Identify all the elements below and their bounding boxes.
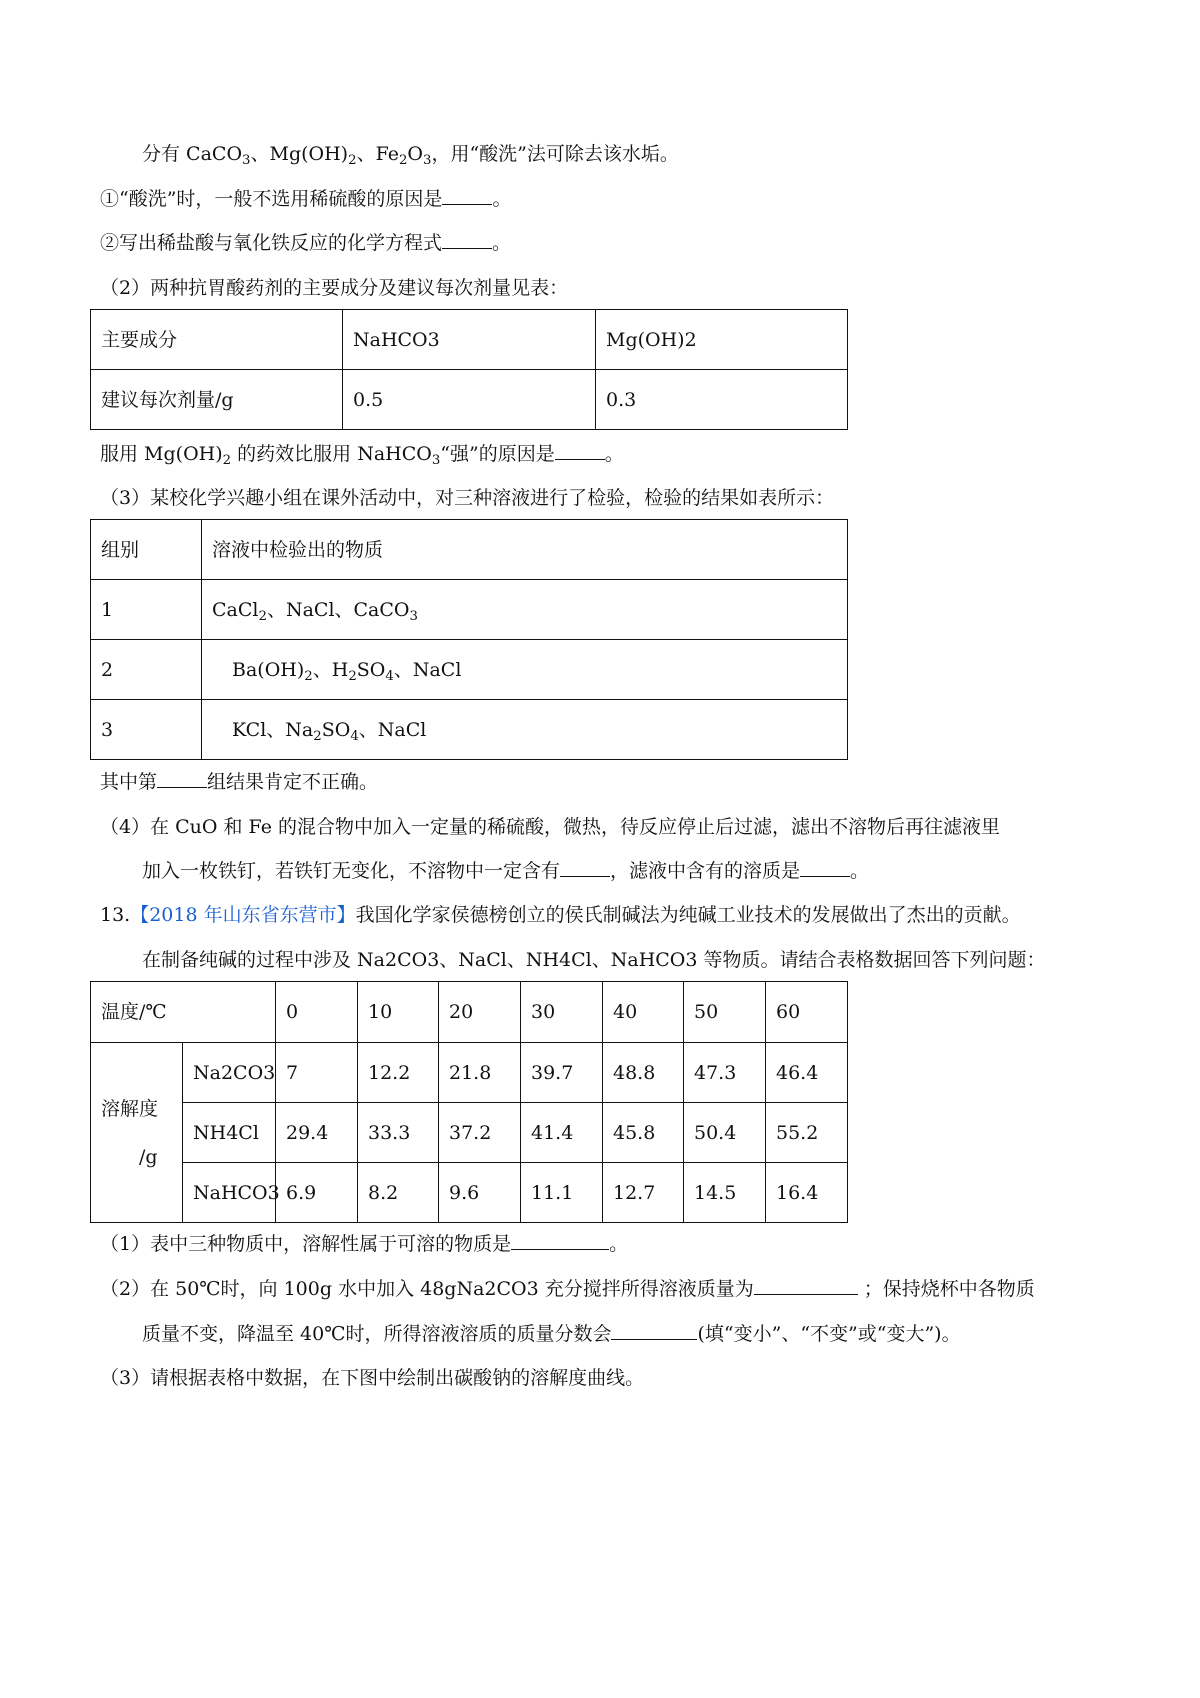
q12-item2-line <box>100 229 511 257</box>
text: 。 <box>604 443 624 465</box>
value-cell: 39.7 <box>521 1043 603 1103</box>
value-cell: 48.8 <box>603 1043 684 1103</box>
answer-blank[interactable] <box>157 769 207 788</box>
value-cell: 33.3 <box>358 1103 439 1163</box>
table-row <box>91 982 848 1043</box>
unit-label: /g <box>139 1145 158 1168</box>
temp-cell: 30 <box>521 982 603 1043</box>
text: （1）表中三种物质中，溶解性属于可溶的物质是 <box>100 1233 512 1255</box>
value-cell: 12.7 <box>603 1163 684 1223</box>
text: 、H <box>312 658 349 681</box>
table-row <box>91 1043 848 1103</box>
subscript: 3 <box>242 152 251 168</box>
table-header-cell: 溶液中检验出的物质 <box>202 520 848 580</box>
text: 服用 Mg(OH) <box>100 443 223 465</box>
text: ，用“酸洗”法可除去该水垢。 <box>431 143 679 165</box>
value-cell: 8.2 <box>358 1163 439 1223</box>
question-text: ②写出稀盐酸与氧化铁反应的化学方程式 <box>100 232 443 254</box>
substance-cell: NH4Cl <box>183 1103 276 1163</box>
table-row <box>91 1163 848 1223</box>
q12-item1-line <box>100 185 511 213</box>
temp-cell: 60 <box>766 982 848 1043</box>
answer-blank[interactable] <box>442 230 492 249</box>
text: SO <box>356 658 386 681</box>
text: O <box>407 143 423 165</box>
value-cell: 16.4 <box>766 1163 848 1223</box>
q12-part2-intro: （2）两种抗胃酸药剂的主要成分及建议每次剂量见表： <box>100 277 569 299</box>
subscript: 4 <box>350 728 359 744</box>
subscript: 3 <box>431 452 441 468</box>
answer-blank[interactable] <box>442 186 492 205</box>
q13-stem-line2: 在制备纯碱的过程中涉及 Na2CO3、NaCl、NH4Cl、NaHCO3 等物质。请结合表格数据回答下列问题： <box>142 949 1046 971</box>
table-row <box>91 310 848 370</box>
value-cell: 7 <box>276 1043 358 1103</box>
text: 我国化学家侯德榜创立的侯氏制碱法为纯碱工业技术的发展做出了杰出的贡献。 <box>355 904 1021 926</box>
group-cell: 3 <box>91 700 202 760</box>
q13-q2-line1 <box>100 1275 1035 1303</box>
substance-cell: Na2CO3 <box>183 1043 276 1103</box>
table-row <box>91 520 848 580</box>
table-row <box>91 370 848 430</box>
text: 。 <box>609 1233 629 1255</box>
group-cell: 1 <box>91 580 202 640</box>
text: ；保持烧杯中各物质 <box>857 1278 1035 1300</box>
value-cell: 11.1 <box>521 1163 603 1223</box>
text: 分有 CaCO <box>142 143 243 165</box>
q13-q3-line: （3）请根据表格中数据，在下图中绘制出碳酸钠的溶解度曲线。 <box>100 1367 645 1389</box>
q12-part4-line2 <box>142 857 869 885</box>
text: 。 <box>492 188 512 210</box>
table-cell: NaHCO3 <box>343 310 596 370</box>
q12-part2-question <box>100 440 624 468</box>
value-cell: 50.4 <box>684 1103 766 1163</box>
text: 质量不变，降温至 40℃时，所得溶液溶质的质量分数会 <box>142 1323 612 1345</box>
subscript: 4 <box>385 668 394 684</box>
value-cell: 14.5 <box>684 1163 766 1223</box>
text: 。 <box>492 232 512 254</box>
substances-cell <box>202 640 848 700</box>
test-result-table <box>90 519 848 760</box>
subscript: 2 <box>348 152 357 168</box>
subscript: 2 <box>258 608 267 624</box>
solubility-label: 溶解度 <box>101 1097 159 1120</box>
q12-part3-intro: （3）某校化学兴趣小组在课外活动中，对三种溶液进行了检验，检验的结果如表所示： <box>100 487 835 509</box>
answer-blank[interactable] <box>611 1321 697 1340</box>
solubility-table <box>90 981 848 1223</box>
table-row <box>91 1103 848 1163</box>
text: 、Mg(OH) <box>250 143 349 165</box>
value-cell: 9.6 <box>439 1163 521 1223</box>
solubility-label-cell <box>91 1043 183 1223</box>
answer-blank[interactable] <box>555 441 605 460</box>
value-cell: 21.8 <box>439 1043 521 1103</box>
temp-cell: 40 <box>603 982 684 1043</box>
q13-stem-line1 <box>100 901 1021 929</box>
table-row <box>91 580 848 640</box>
text: (填“变小”、“不变”或“变大”)。 <box>697 1323 961 1345</box>
text: 组结果肯定不正确。 <box>207 771 379 793</box>
subscript: 3 <box>423 152 432 168</box>
text: （2）在 50℃时，向 100g 水中加入 48gNa2CO3 充分搅拌所得溶液质量为 <box>100 1278 754 1300</box>
text: Ba(OH) <box>232 658 305 681</box>
temp-cell: 20 <box>439 982 521 1043</box>
q13-q2-line2 <box>142 1320 961 1348</box>
answer-blank[interactable] <box>800 858 850 877</box>
value-cell: 55.2 <box>766 1103 848 1163</box>
text: 、NaCl、CaCO <box>266 598 410 621</box>
question-number: 13. <box>100 904 131 926</box>
subscript: 2 <box>304 668 313 684</box>
text: SO <box>321 718 351 741</box>
substances-cell <box>202 580 848 640</box>
temp-cell: 0 <box>276 982 358 1043</box>
table-cell: Mg(OH)2 <box>596 310 848 370</box>
value-cell: 46.4 <box>766 1043 848 1103</box>
subscript: 3 <box>409 608 418 624</box>
subscript: 2 <box>313 728 322 744</box>
source-link[interactable]: 【2018 年山东省东营市】 <box>130 904 356 926</box>
table-cell: 建议每次剂量/g <box>91 370 343 430</box>
question-text: ①“酸洗”时，一般不选用稀硫酸的原因是 <box>100 188 443 210</box>
value-cell: 41.4 <box>521 1103 603 1163</box>
text: KCl、Na <box>232 718 314 741</box>
subscript: 2 <box>348 668 357 684</box>
table-row <box>91 700 848 760</box>
text: ，滤液中含有的溶质是 <box>610 860 801 882</box>
table-header-cell: 组别 <box>91 520 202 580</box>
value-cell: 37.2 <box>439 1103 521 1163</box>
answer-blank[interactable] <box>754 1276 858 1295</box>
temp-cell: 10 <box>358 982 439 1043</box>
group-cell: 2 <box>91 640 202 700</box>
q12-part4-line1: （4）在 CuO 和 Fe 的混合物中加入一定量的稀硫酸，微热，待反应停止后过滤，滤出不溶物后再往滤液里 <box>100 816 1000 838</box>
subscript: 2 <box>398 152 408 168</box>
table-cell: 0.5 <box>343 370 596 430</box>
q12-intro-line <box>142 140 679 168</box>
table-row <box>91 640 848 700</box>
value-cell: 47.3 <box>684 1043 766 1103</box>
value-cell: 29.4 <box>276 1103 358 1163</box>
temp-label-cell: 温度/℃ <box>91 982 276 1043</box>
q13-q1-line <box>100 1230 628 1258</box>
answer-blank[interactable] <box>511 1231 609 1250</box>
value-cell: 12.2 <box>358 1043 439 1103</box>
table-cell: 主要成分 <box>91 310 343 370</box>
answer-blank[interactable] <box>560 858 610 877</box>
text: 。 <box>850 860 870 882</box>
subscript: 2 <box>222 452 232 468</box>
value-cell: 6.9 <box>276 1163 358 1223</box>
substance-cell: NaHCO3 <box>183 1163 276 1223</box>
q12-part3-question <box>100 768 378 796</box>
text: 、NaCl <box>358 718 427 741</box>
table-cell: 0.3 <box>596 370 848 430</box>
text: 、Fe <box>356 143 399 165</box>
text: 加入一枚铁钉，若铁钉无变化，不溶物中一定含有 <box>142 860 561 882</box>
text: 、NaCl <box>393 658 462 681</box>
text: 的药效比服用 NaHCO <box>231 443 432 465</box>
value-cell: 45.8 <box>603 1103 684 1163</box>
text: “强”的原因是 <box>440 443 555 465</box>
text: 其中第 <box>100 771 158 793</box>
drug-table <box>90 309 848 430</box>
temp-cell: 50 <box>684 982 766 1043</box>
substances-cell <box>202 700 848 760</box>
text: CaCl <box>212 598 259 621</box>
